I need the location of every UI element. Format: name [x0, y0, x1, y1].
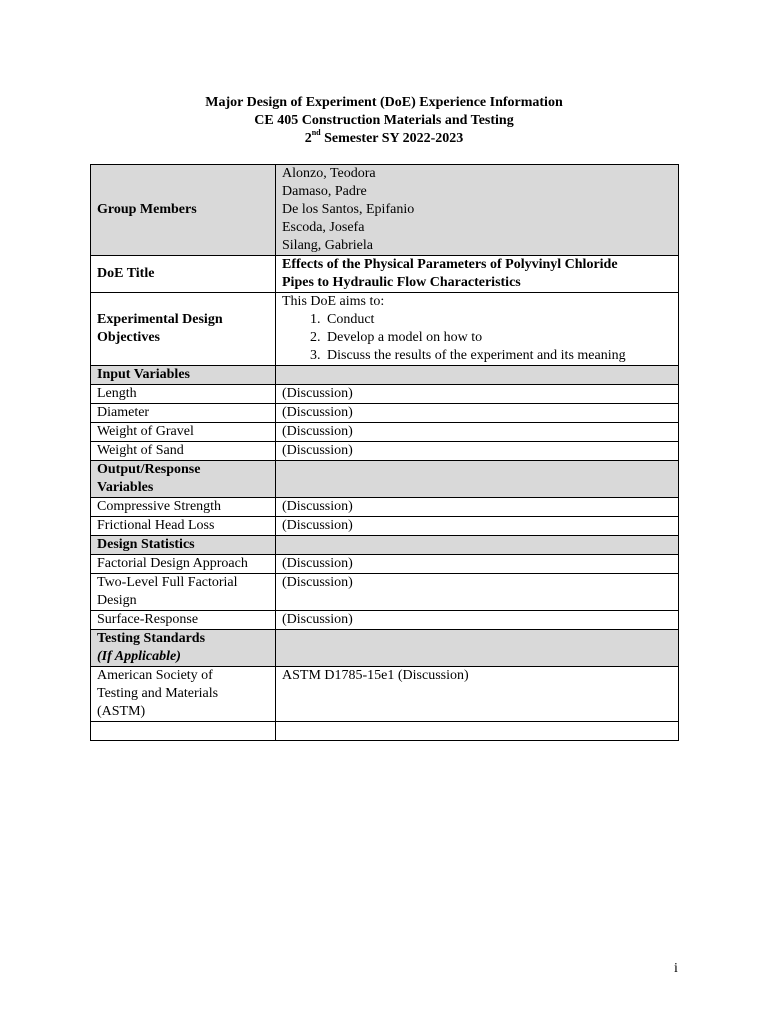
objectives-label — [91, 293, 276, 366]
doe-info-table — [90, 164, 679, 741]
testing-standard-name-line: Testing and Materials — [97, 686, 219, 701]
document-heading — [0, 94, 768, 148]
group-member: Alonzo, Teodora — [282, 166, 376, 181]
table-row — [91, 667, 679, 722]
testing-standard-name — [91, 667, 276, 722]
doe-title-line: Effects of the Physical Parameters of Polyvinyl Chloride — [282, 257, 618, 272]
group-members-label: Group Members — [91, 165, 276, 256]
page-number: i — [674, 961, 678, 976]
design-statistics-header: Design Statistics — [91, 536, 276, 555]
testing-standards-header-blank — [276, 630, 679, 667]
output-variable-name: Frictional Head Loss — [91, 517, 276, 536]
testing-standards-applicability-note: (If Applicable) — [97, 649, 181, 664]
heading-course: CE 405 Construction Materials and Testing — [254, 113, 514, 128]
semester-number: 2 — [304, 131, 312, 146]
testing-standards-header-row — [91, 630, 679, 667]
input-variable-value: (Discussion) — [276, 442, 679, 461]
table-row — [91, 423, 679, 442]
input-variables-header-row — [91, 366, 679, 385]
testing-standards-header — [91, 630, 276, 667]
input-variable-name: Weight of Gravel — [91, 423, 276, 442]
table-row — [91, 385, 679, 404]
input-variable-name: Diameter — [91, 404, 276, 423]
group-member: Escoda, Josefa — [282, 220, 365, 235]
design-statistic-name-line: Design — [97, 593, 137, 608]
table-row — [91, 574, 679, 611]
semester-ordinal-suffix: nd — [311, 128, 321, 138]
heading-semester — [0, 130, 768, 148]
objective-item: 3. Discuss the results of the experiment and its meaning — [324, 347, 672, 365]
empty-cell — [276, 722, 679, 741]
design-statistics-header-blank — [276, 536, 679, 555]
input-variable-value: (Discussion) — [276, 423, 679, 442]
empty-cell — [91, 722, 276, 741]
design-statistics-header-row — [91, 536, 679, 555]
design-statistic-value: (Discussion) — [276, 611, 679, 630]
objectives-row — [91, 293, 679, 366]
output-variables-header-row — [91, 461, 679, 498]
design-statistic-value: (Discussion) — [276, 555, 679, 574]
table-row — [91, 611, 679, 630]
output-variable-value: (Discussion) — [276, 517, 679, 536]
objective-item: 2. Develop a model on how to — [324, 329, 672, 347]
design-statistic-name: Surface-Response — [91, 611, 276, 630]
testing-standard-name-line: (ASTM) — [97, 704, 146, 719]
design-statistic-name: Factorial Design Approach — [91, 555, 276, 574]
group-member: De los Santos, Epifanio — [282, 202, 415, 217]
design-statistic-name — [91, 574, 276, 611]
objectives-list — [282, 311, 672, 365]
objectives-label-line: Objectives — [97, 330, 160, 345]
testing-standard-name-line: American Society of — [97, 668, 213, 683]
input-variable-name: Length — [91, 385, 276, 404]
doe-title-row — [91, 256, 679, 293]
input-variables-header-blank — [276, 366, 679, 385]
objectives-intro: This DoE aims to: — [282, 294, 385, 309]
table-row — [91, 442, 679, 461]
input-variable-value: (Discussion) — [276, 385, 679, 404]
table-row — [91, 404, 679, 423]
group-members-row — [91, 165, 679, 256]
design-statistic-name-line: Two-Level Full Factorial — [97, 575, 238, 590]
table-row — [91, 517, 679, 536]
doe-title-value — [276, 256, 679, 293]
output-variables-header — [91, 461, 276, 498]
output-variable-value: (Discussion) — [276, 498, 679, 517]
doe-title-line: Pipes to Hydraulic Flow Characteristics — [282, 275, 521, 290]
output-variables-header-line: Variables — [97, 480, 154, 495]
objectives-label-line: Experimental Design — [97, 312, 223, 327]
table-row — [91, 555, 679, 574]
output-variables-header-line: Output/Response — [97, 462, 201, 477]
group-member: Damaso, Padre — [282, 184, 367, 199]
input-variable-name: Weight of Sand — [91, 442, 276, 461]
group-member: Silang, Gabriela — [282, 238, 373, 253]
output-variables-header-blank — [276, 461, 679, 498]
group-members-list — [276, 165, 679, 256]
output-variable-name: Compressive Strength — [91, 498, 276, 517]
testing-standard-value: ASTM D1785-15e1 (Discussion) — [276, 667, 679, 722]
testing-standards-header-line: Testing Standards — [97, 631, 206, 646]
heading-title: Major Design of Experiment (DoE) Experience Information — [205, 95, 563, 110]
semester-text: Semester SY 2022-2023 — [320, 131, 464, 146]
doe-title-label: DoE Title — [91, 256, 276, 293]
objective-item: 1. Conduct — [324, 311, 672, 329]
input-variables-header: Input Variables — [91, 366, 276, 385]
objectives-value — [276, 293, 679, 366]
input-variable-value: (Discussion) — [276, 404, 679, 423]
design-statistic-value: (Discussion) — [276, 574, 679, 611]
empty-table-row — [91, 722, 679, 741]
table-row — [91, 498, 679, 517]
